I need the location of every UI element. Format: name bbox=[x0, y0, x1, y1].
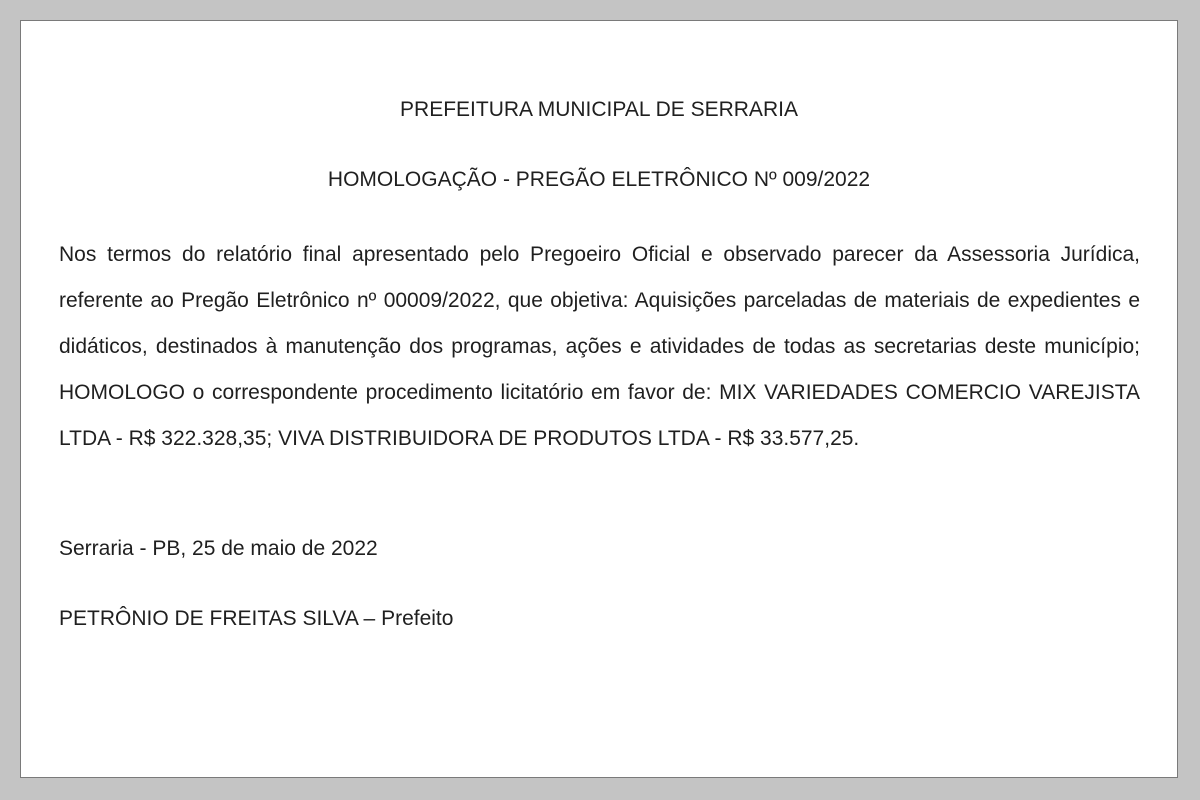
document-sheet bbox=[20, 20, 1178, 778]
document-body: Nos termos do relatório final apresentado pelo Pregoeiro Oficial e observado parecer da Assessoria Jurídica, referente ao Pregão Eletrônico nº 00009/2022, que objetiva: Aquisições parceladas de materiais de expedientes e didáticos, destinados à manutenção dos programas, ações e atividades de todas as secretarias deste município; HOMOLOGO o correspondente procedimento licitatório em favor de: MIX VARIEDADES COMERCIO VAREJISTA LTDA - R$ 322.328,35; VIVA DISTRIBUIDORA DE PRODUTOS LTDA - R$ 33.577,25. bbox=[59, 243, 1140, 450]
document-title: PREFEITURA MUNICIPAL DE SERRARIA bbox=[400, 98, 798, 121]
document-subtitle: HOMOLOGAÇÃO - PREGÃO ELETRÔNICO Nº 009/2022 bbox=[327, 168, 871, 191]
signature: PETRÔNIO DE FREITAS SILVA – Prefeito bbox=[59, 607, 454, 630]
place-date: Serraria - PB, 25 de maio de 2022 bbox=[59, 537, 378, 560]
